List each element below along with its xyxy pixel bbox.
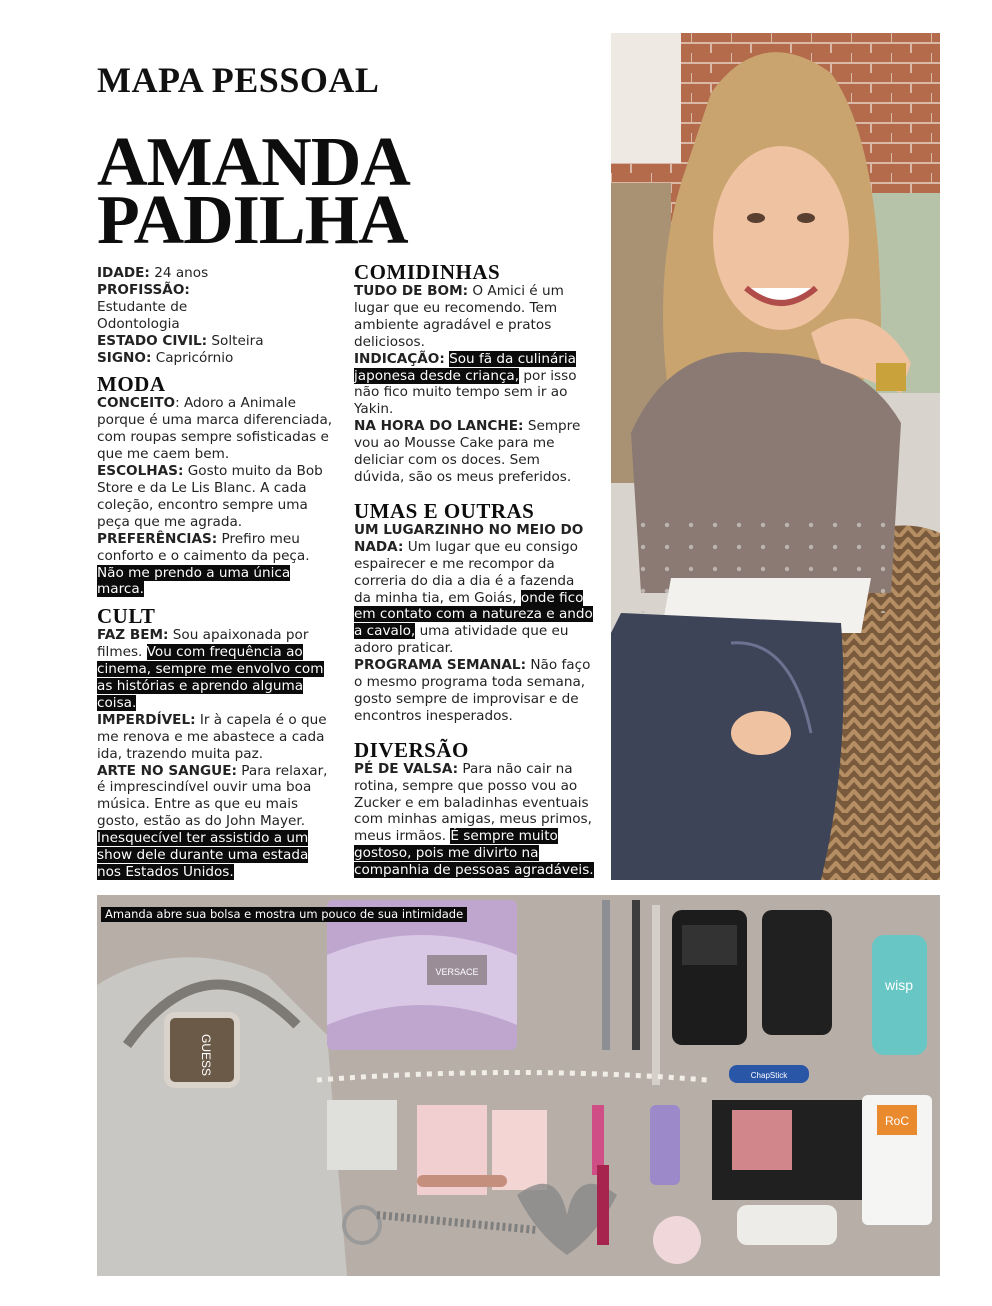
highlight: Sou fã da culinária japonesa desde criança,	[354, 350, 576, 384]
name-line2: PADILHA	[97, 182, 408, 259]
umas-lugarzinho: UM LUGARZINHO NO MEIO DO NADA: Um lugar que eu consigo espairecer e me recompor da correria do dia a dia é a fazenda da minha tia, em Goiás, onde fico em contato com a natureza e ando a cavalo, uma atividade que eu adoro praticar.	[354, 521, 593, 657]
cult-arte: ARTE NO SANGUE: Para relaxar, é imprescindível ouvir uma boa música. Entre as que eu mais gosto, estão as do John Mayer. Inesquecível ter assistido a um show dele durante uma estada nos Estados Unidos.	[97, 762, 328, 880]
section-label: MAPA PESSOAL	[97, 60, 380, 100]
bag-contents-photo	[97, 895, 940, 1276]
section-umas-title: UMAS E OUTRAS	[354, 498, 535, 523]
profile-civil-status: ESTADO CIVIL: Solteira	[97, 332, 264, 349]
comidinhas-indicacao: INDICAÇÃO: Sou fã da culinária japonesa desde criança, por isso não fico muito tempo sem ir ao Yakin.	[354, 350, 577, 418]
profile-sign: SIGNO: Capricórnio	[97, 349, 234, 366]
highlight: Inesquecível ter assistido a um show dele durante uma estada nos Estados Unidos.	[97, 830, 309, 880]
cult-imperdivel: IMPERDÍVEL: Ir à capela é o que me renova e me abastece a cada ida, trazendo muita paz.	[97, 711, 327, 762]
highlight: onde fico em contato com a natureza e ando a cavalo,	[354, 589, 593, 640]
portrait-photo	[611, 33, 940, 880]
comidinhas-lanche: NA HORA DO LANCHE: Sempre vou ao Mousse Cake para me deliciar com os doces. Sem dúvida, são os meus preferidos.	[354, 418, 581, 485]
umas-programa: PROGRAMA SEMANAL: Não faço o mesmo programa toda semana, gosto sempre de improvisar e de encontros inesperados.	[354, 657, 591, 724]
section-diversao-title: DIVERSÃO	[354, 737, 469, 762]
highlight: Não me prendo a uma única marca.	[97, 564, 291, 598]
profile-block	[97, 265, 333, 366]
lipbalm-logo: ChapStick	[750, 1071, 788, 1080]
section-comidinhas-title: COMIDINHAS	[354, 260, 501, 284]
moda-preferencias: PREFERÊNCIAS: Prefiro meu conforto e o caimento da peça. Não me prendo a uma única marca.	[97, 530, 310, 598]
diversao-pe-de-valsa: PÉ DE VALSA: Para não cair na rotina, sempre que posso vou ao Zucker e em baladinhas eventuais com minhas amigas, meus primos, meus irmãos. É sempre muito gostoso, pois me divirto na companhia de pessoas agradáveis.	[354, 760, 594, 879]
profile-age: IDADE: 24 anos	[97, 265, 209, 281]
column-middle	[354, 261, 594, 879]
page-title	[97, 124, 410, 259]
highlight: Vou com frequência ao cinema, sempre me envolvo com as histórias e aprendo alguma coisa.	[97, 644, 324, 711]
sunscreen-logo: RoC	[884, 1114, 910, 1128]
mouthwash-logo: wisp	[884, 977, 914, 993]
section-cult-title: CULT	[97, 604, 156, 629]
comidinhas-tudo-de-bom: TUDO DE BOM: O Amici é um lugar que eu recomendo. Tem ambiente agradável e pratos deliciosos.	[354, 283, 564, 350]
cult-faz-bem: FAZ BEM: Sou apaixonada por filmes. Vou com frequência ao cinema, sempre me envolvo com as histórias e aprendo alguma coisa.	[97, 627, 324, 711]
highlight: É sempre muito gostoso, pois me divirto na companhia de pessoas agradáveis.	[354, 828, 594, 879]
bag-logo: GUESS	[199, 1033, 213, 1077]
profile-profession: PROFISSÃO: Estudante de Odontologia	[97, 281, 190, 332]
section-moda-title: MODA	[97, 372, 166, 397]
clutch-logo: VERSACE	[435, 967, 479, 977]
column-left	[97, 265, 333, 881]
name-line1: AMANDA	[97, 124, 410, 201]
moda-conceito: CONCEITO: Adoro a Animale porque é uma marca diferenciada, com roupas sempre sofisticadas e que me caem bem.	[97, 395, 333, 463]
photo-caption: Amanda abre sua bolsa e mostra um pouco de sua intimidade	[101, 907, 467, 922]
moda-escolhas: ESCOLHAS: Gosto muito da Bob Store e da Le Lis Blanc. A cada coleção, encontro sempre uma peça que me agrada.	[97, 463, 323, 530]
